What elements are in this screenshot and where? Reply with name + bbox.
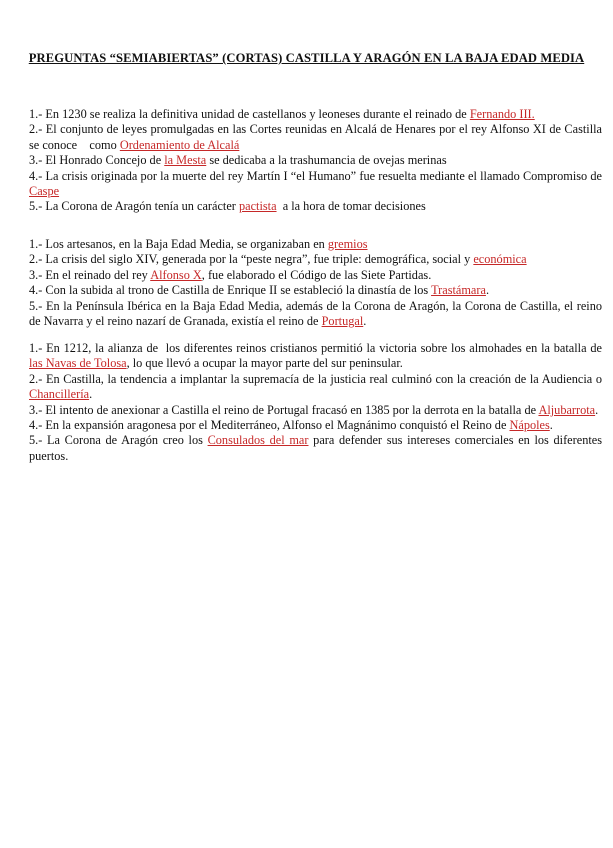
answer-link[interactable]: Fernando III. [469, 107, 535, 121]
question-item: 3.- El Honrado Concejo de la Mesta se dedicaba a la trashumancia de ovejas merinas [29, 153, 447, 168]
answer-link[interactable]: Nápoles [509, 418, 550, 433]
question-item: 4.- La crisis originada por la muerte del rey Martín I “el Humano” fue resuelta mediante el llamado Compromiso de Caspe [29, 168, 602, 199]
answer-link[interactable]: gremios [327, 237, 368, 251]
question-item: 4.- Con la subida al trono de Castilla de Enrique II se estableció la dinastía de los Trastámara. [29, 283, 490, 298]
question-item: 2.- En Castilla, la tendencia a implantar la supremacía de la justicia real culminó con la creación de la Audiencia o Chancillería. [29, 371, 602, 402]
document-title: PREGUNTAS “SEMIABIERTAS” (CORTAS) CASTILLA Y ARAGÓN EN LA BAJA EDAD MEDIA [28, 51, 585, 65]
question-item: 1.- En 1212, la alianza de los diferentes reinos cristianos permitió la victoria sobre los almohades en la batalla de las Navas de Tolosa, lo que llevó a ocupar la mayor parte del sur peninsular. [29, 341, 606, 371]
answer-link[interactable]: Caspe [29, 184, 60, 199]
question-item: 5.- La Corona de Aragón creo los Consulados del mar para defender sus intereses comerciales en los diferentes puertos. [29, 433, 602, 463]
answer-link[interactable]: Chancillería [29, 387, 90, 402]
question-item: 1.- Los artesanos, en la Baja Edad Media, se organizaban en gremios [29, 237, 368, 251]
answer-link[interactable]: las Navas de Tolosa [29, 356, 127, 371]
question-group-2 [29, 237, 602, 329]
question-group-1 [29, 107, 606, 215]
question-item: 5.- La Corona de Aragón tenía un carácter pactista a la hora de tomar decisiones [29, 199, 426, 214]
answer-link[interactable]: Ordenamiento de Alcalá [119, 137, 240, 152]
question-item: 3.- En el reinado del rey Alfonso X, fue elaborado el Código de las Siete Partidas. [29, 267, 432, 282]
question-item: 4.- En la expansión aragonesa por el Mediterráneo, Alfonso el Magnánimo conquistó el Reino de Nápoles. [29, 418, 553, 433]
answer-link[interactable]: Alfonso X [150, 267, 202, 282]
answer-link[interactable]: económica [473, 252, 527, 267]
answer-link[interactable]: Portugal [321, 314, 364, 329]
question-group-3 [29, 341, 606, 464]
question-item: 3.- El intento de anexionar a Castilla el reino de Portugal fracasó en 1385 por la derrota en la batalla de Aljubarrota. [29, 402, 599, 417]
answer-link[interactable]: pactista [238, 199, 277, 214]
answer-link[interactable]: Aljubarrota [538, 402, 596, 417]
question-item: 2.- El conjunto de leyes promulgadas en las Cortes reunidas en Alcalá de Henares por el rey Alfonso XI de Castilla se conoce como Ordenamiento de Alcalá [29, 122, 606, 152]
question-item: 5.- En la Península Ibérica en la Baja Edad Media, además de la Corona de Aragón, la Corona de Castilla, el reino de Navarra y el reino nazarí de Granada, existía el reino de Portugal. [29, 298, 602, 329]
answer-link[interactable]: la Mesta [164, 153, 207, 168]
answer-link[interactable]: Consulados del mar [207, 433, 309, 448]
question-item: 1.- En 1230 se realiza la definitiva unidad de castellanos y leoneses durante el reinado de Fernando III. [29, 107, 535, 121]
question-item: 2.- La crisis del siglo XIV, generada por la “peste negra”, fue triple: demográfica, social y económica [29, 252, 527, 267]
answer-link[interactable]: Trastámara [431, 283, 486, 298]
